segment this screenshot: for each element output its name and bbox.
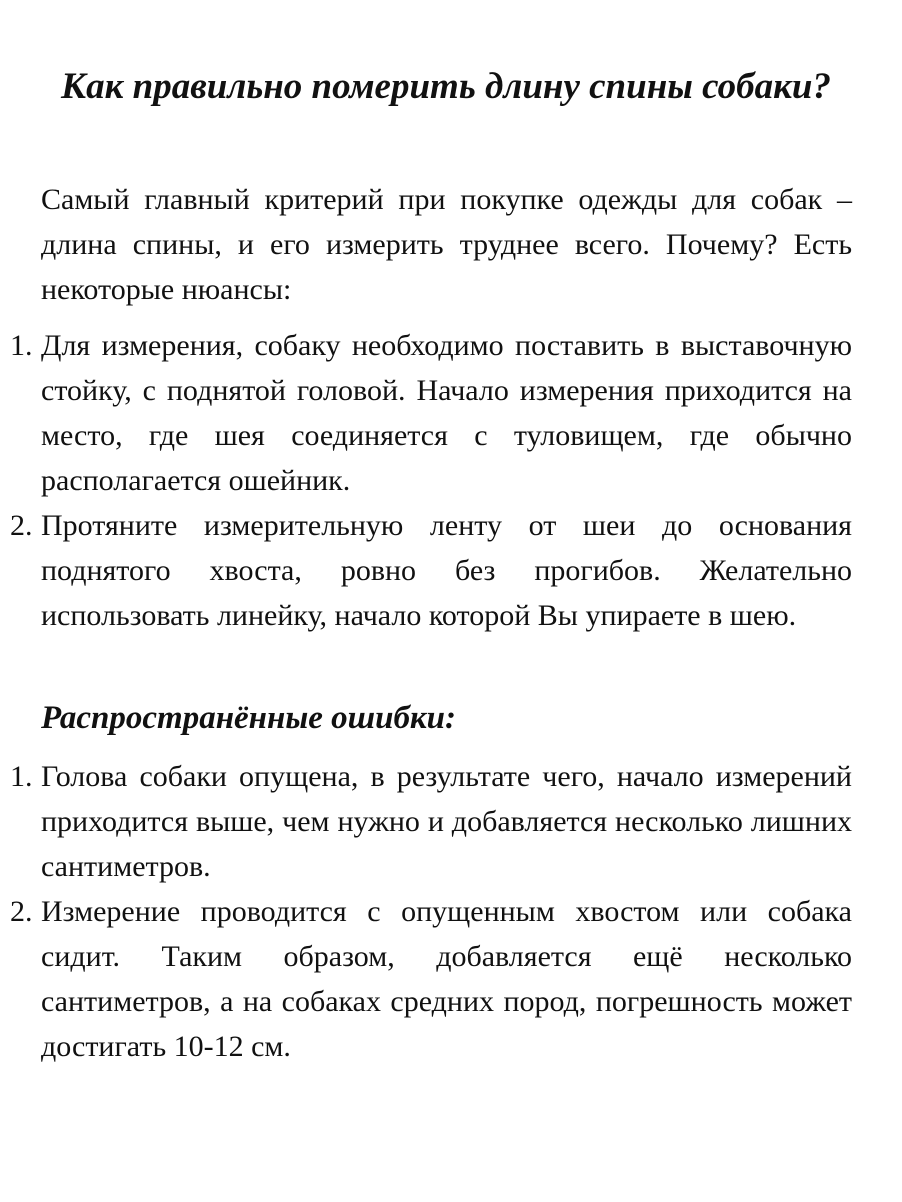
page-title: Как правильно померить длину спины собаки?	[61, 66, 831, 107]
list-item	[0, 503, 852, 638]
list-number: 2.	[10, 509, 33, 542]
mistakes-heading: Распространённые ошибки:	[41, 700, 456, 736]
mistakes-list	[0, 754, 852, 1069]
list-number: 1.	[10, 760, 33, 793]
list-number: 1.	[10, 329, 33, 362]
intro-paragraph: Самый главный критерий при покупке одежды для собак – длина спины, и его измерить труднее всего. Почему? Есть некоторые нюансы:	[41, 183, 852, 306]
list-item	[0, 889, 852, 1069]
list-item	[0, 323, 852, 503]
measurement-steps-list	[0, 323, 852, 638]
list-item-text: Для измерения, собаку необходимо поставить в выставочную стойку, с поднятой головой. Начало измерения приходится на место, где шея соединяется с туловищем, где обычно располагается ошейник.	[41, 329, 852, 497]
list-number: 2.	[10, 895, 33, 928]
list-item-text: Измерение проводится с опущенным хвостом или собака сидит. Таким образом, добавляется ещё несколько сантиметров, а на собаках средних пород, погрешность может достигать 10-12 см.	[41, 895, 852, 1063]
list-item	[0, 754, 852, 889]
list-item-text: Голова собаки опущена, в результате чего, начало измерений приходится выше, чем нужно и добавляется несколько лишних сантиметров.	[41, 760, 852, 883]
list-item-text: Протяните измерительную ленту от шеи до основания поднятого хвоста, ровно без прогибов. Желательно использовать линейку, начало которой Вы упираете в шею.	[41, 509, 852, 632]
